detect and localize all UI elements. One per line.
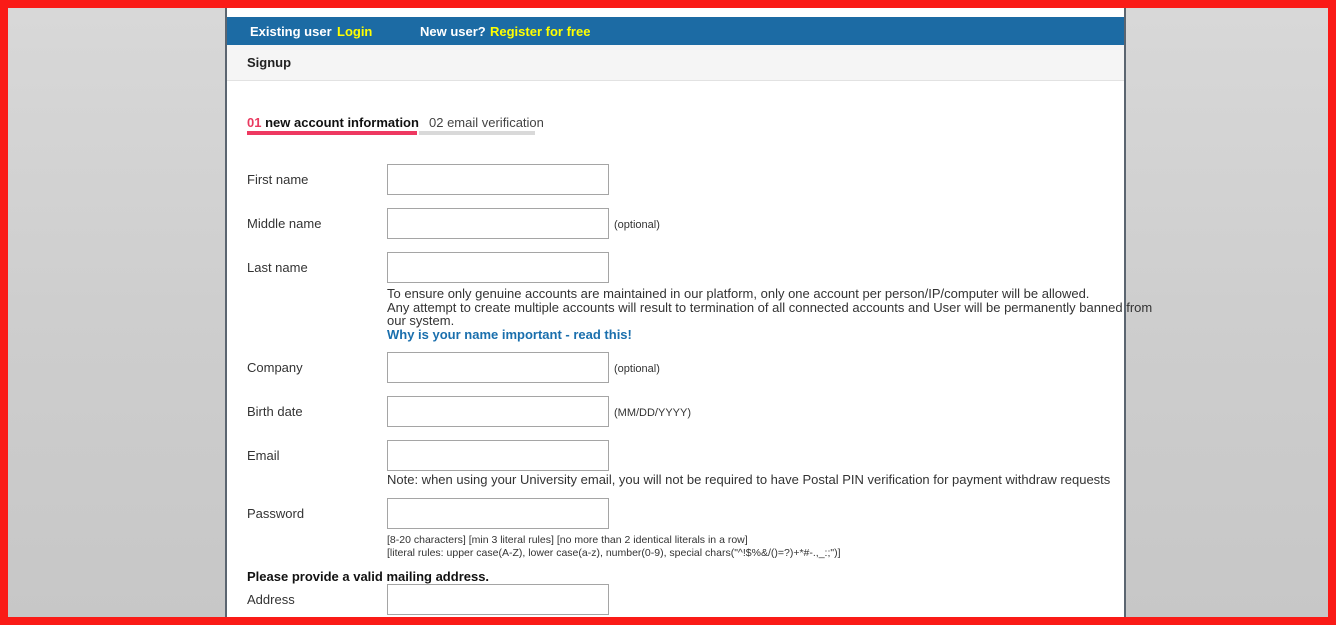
page-title: Signup bbox=[247, 55, 292, 70]
middle-name-label: Middle name bbox=[247, 216, 322, 231]
last-name-label: Last name bbox=[247, 260, 308, 275]
middle-name-input[interactable] bbox=[387, 208, 609, 239]
mailing-address-heading: Please provide a valid mailing address. bbox=[247, 569, 490, 584]
company-optional-hint: (optional) bbox=[614, 363, 660, 375]
first-name-input[interactable] bbox=[387, 164, 609, 195]
name-importance-link[interactable]: Why is your name important - read this! bbox=[387, 326, 632, 342]
company-label: Company bbox=[247, 360, 303, 375]
signup-header bbox=[227, 45, 1124, 81]
account-topbar bbox=[227, 17, 1124, 45]
account-policy-line-2: Any attempt to create multiple accounts will result to termination of all connected accounts and User will be permanently banned from bbox=[387, 299, 1153, 315]
password-label: Password bbox=[247, 506, 305, 521]
account-policy-line-3: our system. bbox=[387, 313, 455, 329]
address-label: Address bbox=[247, 592, 295, 607]
university-email-note: Note: when using your University email, you will not be required to have Postal PIN verification for payment withdraw requests bbox=[387, 472, 1111, 487]
email-input[interactable] bbox=[387, 440, 609, 471]
middle-name-optional-hint: (optional) bbox=[614, 219, 660, 231]
last-name-input[interactable] bbox=[387, 252, 609, 283]
password-rule-line-1: [8-20 characters] [min 3 literal rules] [no more than 2 identical literals in a row] bbox=[387, 534, 748, 546]
login-link[interactable]: Login bbox=[337, 24, 373, 39]
inactive-tab-underline bbox=[419, 131, 535, 135]
step-number-1: 01 bbox=[247, 115, 262, 130]
address-input[interactable] bbox=[387, 584, 609, 615]
birth-date-label: Birth date bbox=[247, 404, 303, 419]
new-user-label: New user? bbox=[420, 24, 486, 39]
active-tab-underline bbox=[247, 131, 417, 135]
account-policy-line-1: To ensure only genuine accounts are maintained in our platform, only one account per person/IP/computer will be allowed. bbox=[387, 286, 1090, 301]
page-content-column bbox=[225, 8, 1153, 617]
account-policy-note bbox=[387, 287, 1152, 341]
register-link[interactable]: Register for free bbox=[490, 24, 591, 39]
password-input[interactable] bbox=[387, 498, 609, 529]
birth-date-format-hint: (MM/DD/YYYY) bbox=[614, 407, 691, 419]
password-rule-line-2: [literal rules: upper case(A-Z), lower case(a-z), number(0-9), special chars("^!$%&/()=?)+*#-.,_:;")] bbox=[387, 547, 841, 559]
existing-user-label: Existing user bbox=[250, 24, 332, 39]
company-input[interactable] bbox=[387, 352, 609, 383]
tab-email-verification-label: 02 email verification bbox=[429, 115, 544, 130]
tab-new-account-information-label: 01 new account information bbox=[247, 115, 419, 130]
first-name-label: First name bbox=[247, 172, 309, 187]
birth-date-input[interactable] bbox=[387, 396, 609, 427]
email-label: Email bbox=[247, 448, 280, 463]
